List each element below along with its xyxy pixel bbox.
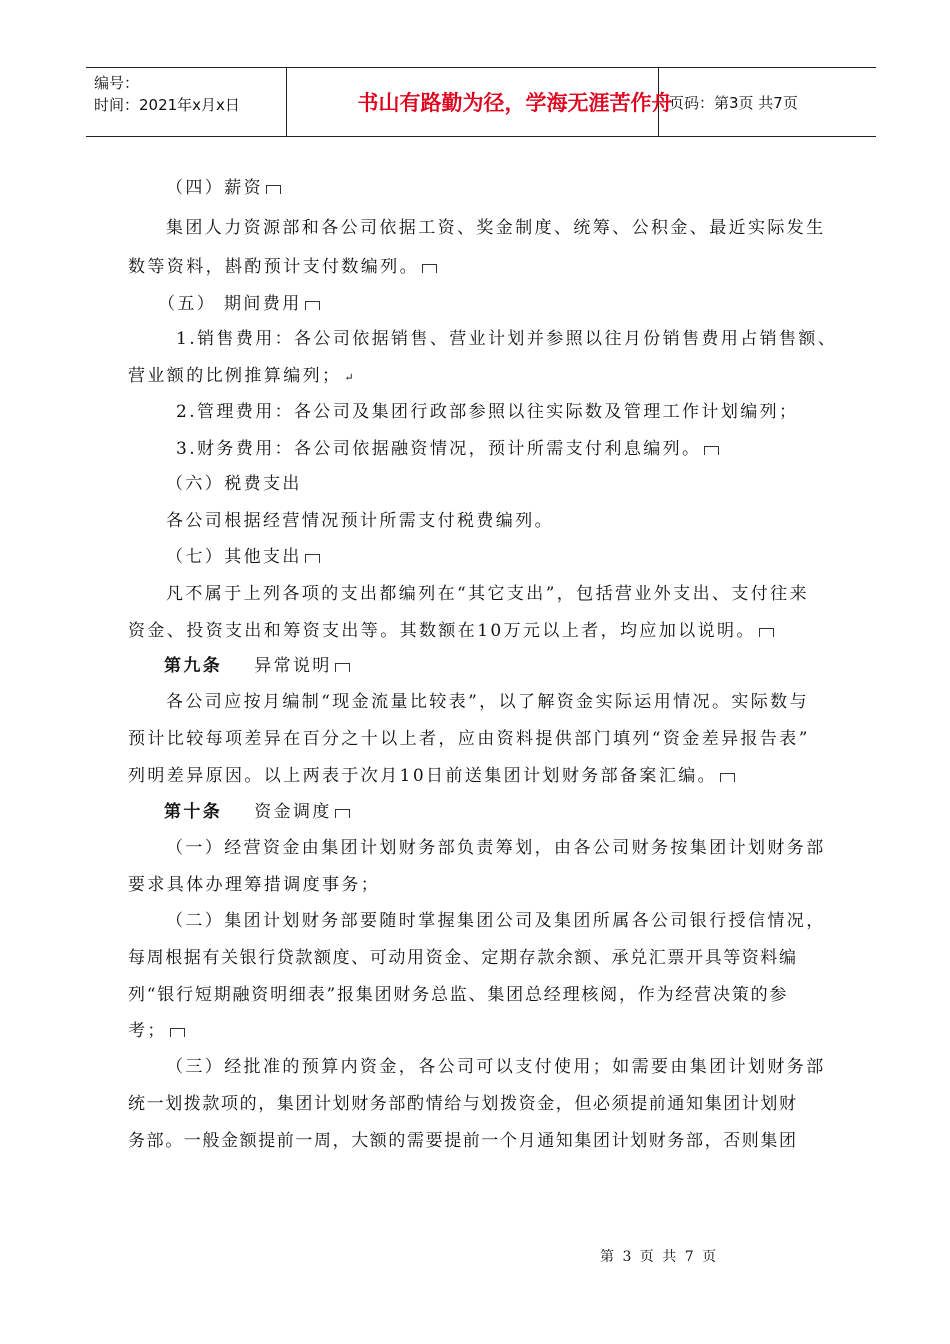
paragraph-line: 预计比较每项差异在百分之十以上者，应由资料提供部门填列“资金差异报告表” — [128, 729, 810, 749]
paragraph-mark-icon — [266, 185, 281, 194]
paragraph-line: 数等资料，斟酌预计支付数编列。 — [128, 255, 437, 279]
paragraph-line: 2.管理费用：各公司及集团行政部参照以往实际数及管理工作计划编列； — [176, 402, 799, 422]
article-heading: 第十条 资金调度 — [164, 800, 350, 824]
article-number: 第十条 — [164, 802, 223, 822]
paragraph-line: 务部。一般金额提前一周，大额的需要提前一个月通知集团计划财务部，否则集团 — [128, 1131, 798, 1151]
header-meta — [94, 72, 240, 116]
paragraph-mark-icon — [305, 554, 320, 563]
paragraph-line: 每周根据有关银行贷款额度、可动用资金、定期存款余额、承兑汇票开具等资料编 — [128, 948, 798, 968]
paragraph-line: （七）其他支出 — [166, 545, 320, 569]
page-header — [86, 67, 876, 137]
paragraph-mark-icon — [759, 628, 774, 637]
paragraph-line: 列“银行短期融资明细表”报集团财务总监、集团总经理核阅，作为经营决策的参 — [128, 985, 789, 1005]
paragraph-line: 要求具体办理筹措调度事务； — [128, 875, 381, 895]
paragraph-line: 统一划拨款项的，集团计划财务部酌情给与划拨资金，但必须提前通知集团计划财 — [128, 1094, 798, 1114]
paragraph-line: 各公司根据经营情况预计所需支付税费编列。 — [166, 511, 554, 531]
paragraph-line: （一）经营资金由集团计划财务部负责筹划，由各公司财务按集团计划财务部 — [166, 838, 826, 858]
paragraph-line: 集团人力资源部和各公司依据工资、奖金制度、统筹、公积金、最近实际发生 — [166, 218, 826, 238]
paragraph-line: （三）经批准的预算内资金，各公司可以支付使用；如需要由集团计划财务部 — [166, 1057, 826, 1077]
paragraph-mark-icon — [422, 264, 437, 273]
header-page-info: 页码：第3页 共7页 — [669, 93, 798, 112]
paragraph-line: 资金、投资支出和筹资支出等。其数额在10万元以上者，均应加以说明。 — [128, 619, 774, 643]
paragraph-line: 营业额的比例推算编列； ↵ — [128, 364, 354, 390]
paragraph-line: 列明差异原因。以上两表于次月10日前送集团计划财务部备案汇编。 — [128, 764, 735, 788]
header-motto: 书山有路勤为径，学海无涯苦作舟 — [357, 91, 673, 115]
paragraph-line: 3.财务费用：各公司依据融资情况，预计所需支付利息编列。 — [176, 437, 719, 461]
page-footer: 第 3 页 共 7 页 — [600, 1249, 719, 1265]
paragraph-mark-icon — [305, 301, 320, 310]
paragraph-line: （六）税费支出 — [166, 474, 302, 494]
document-number-label: 编号： — [94, 74, 140, 92]
paragraph-line: （二）集团计划财务部要随时掌握集团公司及集团所属各公司银行授信情况， — [166, 911, 826, 931]
paragraph-line: 凡不属于上列各项的支出都编列在“其它支出”，包括营业外支出、支付往来 — [166, 584, 809, 604]
line-break-icon: ↵ — [344, 371, 354, 384]
paragraph-line: 1.销售费用：各公司依据销售、营业计划并参照以往月份销售费用占销售额、 — [176, 329, 838, 349]
document-time-label: 时间：2021年x月x日 — [94, 96, 240, 114]
paragraph-line: （四）薪资 — [166, 176, 281, 200]
paragraph-line: 各公司应按月编制“现金流量比较表”，以了解资金实际运用情况。实际数与 — [166, 692, 809, 712]
paragraph-mark-icon — [704, 446, 719, 455]
paragraph-mark-icon — [720, 773, 735, 782]
paragraph-mark-icon — [170, 1028, 185, 1037]
article-heading: 第九条 异常说明 — [164, 654, 350, 678]
paragraph-mark-icon — [335, 663, 350, 672]
paragraph-line: 考； — [128, 1019, 185, 1043]
article-number: 第九条 — [164, 656, 223, 676]
paragraph-mark-icon — [335, 809, 350, 818]
paragraph-line: （五） 期间费用 — [158, 292, 320, 316]
